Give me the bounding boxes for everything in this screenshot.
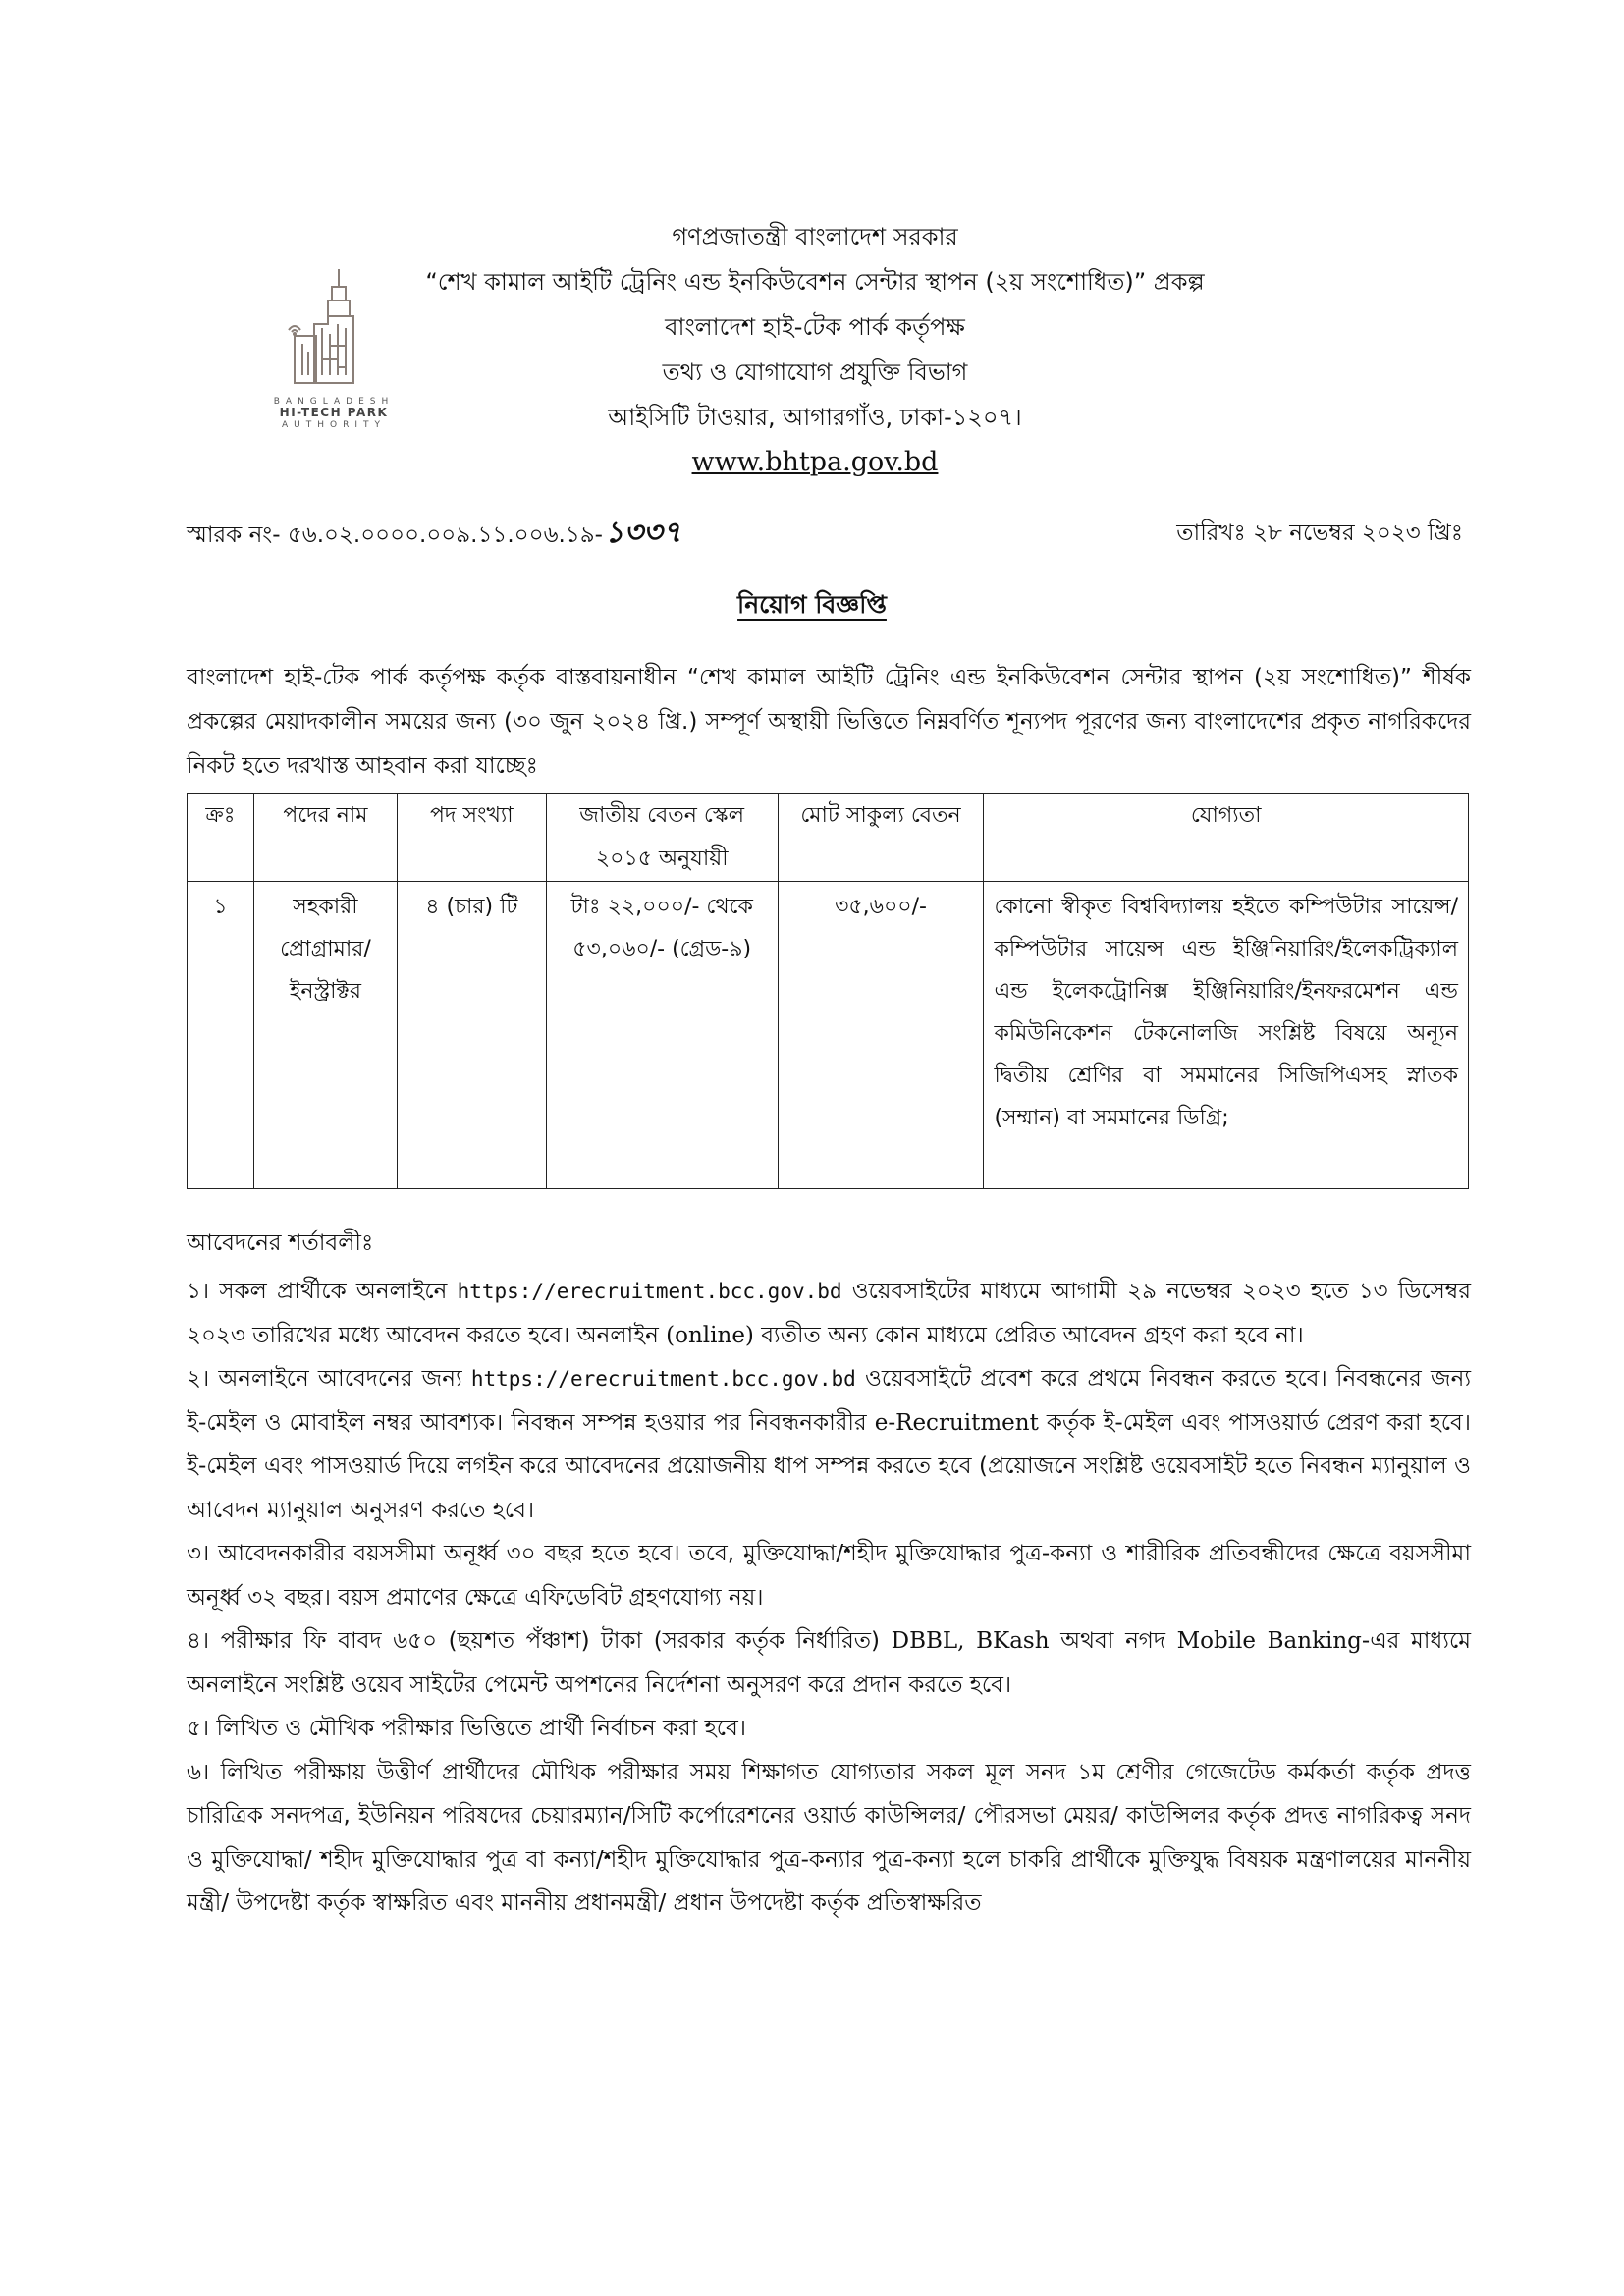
condition-4-b: অথবা নগদ xyxy=(1049,1628,1177,1654)
condition-4-a: ৪। পরীক্ষার ফি বাবদ ৬৫০ (ছয়শত পঁঞ্চাশ) টাকা (সরকার কর্তৃক নির্ধারিত) xyxy=(187,1628,892,1654)
col-pay-scale: জাতীয় বেতন স্কেল ২০১৫ অনুযায়ী xyxy=(546,794,778,882)
condition-3: ৩। আবেদনকারীর বয়সসীমা অনূর্ধ্ব ৩০ বছর হতে হবে। তবে, মুক্তিযোদ্ধা/শহীদ মুক্তিযোদ্ধার পুত্র-কন্যা ও শারীরিক প্রতিবন্ধীদের ক্ষেত্রে বয়সসীমা অনূর্ধ্ব ৩২ বছর। বয়স প্রমাণের ক্ষেত্রে এফিডেবিট গ্রহণযোগ্য নয়। xyxy=(187,1541,1471,1611)
condition-4-mobile-banking: Mobile Banking xyxy=(1176,1628,1362,1654)
condition-2 xyxy=(187,1357,1471,1532)
logo-line1: BANGLADESH xyxy=(273,397,395,407)
memo-number xyxy=(187,509,681,559)
header-government: গণপ্রজাতন্ত্রী বাংলাদেশ সরকার xyxy=(672,223,958,250)
header-website-link[interactable]: www.bhtpa.gov.bd xyxy=(691,447,939,477)
condition-1-url-link[interactable]: https://erecruitment.bcc.gov.bd xyxy=(457,1280,842,1303)
col-post-count: পদ সংখ্যা xyxy=(397,794,546,882)
memo-handwritten-number: ১৩৩৭ xyxy=(604,516,681,550)
condition-1 xyxy=(187,1270,1471,1357)
header-division: তথ্য ও যোগাযোগ প্রযুক্তি বিভাগ xyxy=(662,358,968,386)
conditions-list xyxy=(187,1270,1471,1926)
logo-line3: AUTHORITY xyxy=(282,420,386,431)
intro-paragraph: বাংলাদেশ হাই-টেক পার্ক কর্তৃপক্ষ কর্তৃক বাস্তবায়নাধীন “শেখ কামাল আইটি ট্রেনিং এন্ড ইনকিউবেশন সেন্টার স্থাপন (২য় সংশোধিত)” শীর্ষক প্রকল্পের মেয়াদকালীন সময়ের জন্য (৩০ জুন ২০২৪ খ্রি.) সম্পূর্ণ অস্থায়ী ভিত্তিতে নিম্নবর্ণিত শূন্যপদ পূরণের জন্য বাংলাদেশের প্রকৃত নাগরিকদের নিকট হতে দরখাস্ত আহবান করা যাচ্ছেঃ xyxy=(187,665,1471,779)
condition-2-a: ২। অনলাইনে আবেদনের জন্য xyxy=(187,1366,471,1392)
cell-total-salary: ৩৫,৬০০/- xyxy=(778,882,984,1189)
memo-label: স্মারক নং- xyxy=(187,522,281,548)
condition-4 xyxy=(187,1619,1471,1707)
cell-post-name: সহকারী প্রোগ্রামার/ ইনস্ট্রাক্টর xyxy=(253,882,397,1189)
condition-1-b: ওয়েবসাইটের মাধ্যমে আগামী ২৯ নভেম্বর ২০২৩ হতে ১৩ ডিসেম্বর ২০২৩ তারিখের মধ্যে আবেদন করতে হবে। অনলাইন xyxy=(187,1279,1471,1348)
hi-tech-park-building-icon xyxy=(285,265,383,393)
vacancy-table xyxy=(187,793,1469,1189)
header-project: “শেখ কামাল আইটি ট্রেনিং এন্ড ইনকিউবেশন সেন্টার স্থাপন (২য় সংশোধিত)” প্রকল্প xyxy=(425,268,1205,296)
condition-6: ৬। লিখিত পরীক্ষায় উত্তীর্ণ প্রার্থীদের মৌখিক পরীক্ষার সময় শিক্ষাগত যোগ্যতার সকল মূল সনদ ১ম শ্রেণীর গেজেটেড কর্মকর্তা কর্তৃক প্রদত্ত চারিত্রিক সনদপত্র, ইউনিয়ন পরিষদের চেয়ারম্যান/সিটি কর্পোরেশনের ওয়ার্ড কাউন্সিলর/ পৌরসভা মেয়র/ কাউন্সিলর কর্তৃক প্রদত্ত নাগরিকত্ব সনদ ও মুক্তিযোদ্ধা/ শহীদ মুক্তিযোদ্ধার পুত্র বা কন্যা/শহীদ মুক্তিযোদ্ধার পুত্র-কন্যার পুত্র-কন্যা হলে চাকরি প্রার্থীকে মুক্তিযুদ্ধ বিষয়ক মন্ত্রণালয়ের মাননীয় মন্ত্রী/ উপদেষ্টা কর্তৃক স্বাক্ষরিত এবং মাননীয় প্রধানমন্ত্রী/ প্রধান উপদেষ্টা কর্তৃক প্রতিস্বাক্ষরিত xyxy=(187,1759,1471,1916)
col-qualification: যোগ্যতা xyxy=(984,794,1469,882)
cell-serial: ১ xyxy=(188,882,254,1189)
conditions-heading: আবেদনের শর্তাবলীঃ xyxy=(187,1230,374,1256)
col-total-salary: মোট সাকুল্য বেতন xyxy=(778,794,984,882)
letterhead xyxy=(393,214,1237,485)
logo-line2: HI-TECH PARK xyxy=(279,406,389,420)
issue-date: তারিখঃ ২৮ নভেম্বর ২০২৩ খ্রিঃ xyxy=(1176,520,1463,546)
condition-1-online: (online) xyxy=(666,1322,754,1348)
condition-2-url-link[interactable]: https://erecruitment.bcc.gov.bd xyxy=(470,1367,856,1391)
table-header-row xyxy=(188,794,1469,882)
condition-2-c: কর্তৃক ই-মেইল এবং পাসওয়ার্ড প্রেরণ করা হবে। ই-মেইল এবং পাসওয়ার্ড দিয়ে লগইন করে আবেদনের প্রয়োজনীয় ধাপ সম্পন্ন করতে হবে (প্রয়োজনে সংশ্লিষ্ট ওয়েবসাইট হতে নিবন্ধন ম্যানুয়াল ও আবেদন ম্যানুয়াল অনুসরণ করতে হবে। xyxy=(187,1409,1471,1523)
cell-qualification: কোনো স্বীকৃত বিশ্ববিদ্যালয় হইতে কম্পিউটার সায়েন্স/কম্পিউটার সায়েন্স এন্ড ইঞ্জিনিয়ারিং/ইলেকট্রিক্যাল এন্ড ইলেকট্রোনিক্স ইঞ্জিনিয়ারিং/ইনফরমেশন এন্ড কমিউনিকেশন টেকনোলজি সংশ্লিষ্ট বিষয়ে অন্যূন দ্বিতীয় শ্রেণির বা সমমানের সিজিপিএসহ স্নাতক (সম্মান) বা সমমানের ডিগ্রি; xyxy=(984,882,1469,1189)
header-address: আইসিটি টাওয়ার, আগারগাঁও, ঢাকা-১২০৭। xyxy=(608,404,1022,431)
condition-4-banks: DBBL, BKash xyxy=(891,1628,1050,1654)
condition-2-erecruitment: e-Recruitment xyxy=(874,1409,1039,1436)
condition-1-c: ব্যতীত অন্য কোন মাধ্যমে প্রেরিত আবেদন গ্রহণ করা হবে না। xyxy=(753,1322,1304,1348)
notice-title-text: নিয়োগ বিজ্ঞপ্তি xyxy=(737,590,887,619)
condition-5: ৫। লিখিত ও মৌখিক পরীক্ষার ভিত্তিতে প্রার্থী নির্বাচন করা হবে। xyxy=(187,1716,747,1741)
col-post-name: পদের নাম xyxy=(253,794,397,882)
memo-number-value: ৫৬.০২.০০০০.০০৯.১১.০০৬.১৯- xyxy=(287,522,603,548)
header-authority: বাংলাদেশ হাই-টেক পার্ক কর্তৃপক্ষ xyxy=(665,313,965,341)
cell-pay-scale: টাঃ ২২,০০০/- থেকে ৫৩,০৬০/- (গ্রেড-৯) xyxy=(546,882,778,1189)
table-row xyxy=(188,882,1469,1189)
col-serial: ক্রঃ xyxy=(188,794,254,882)
notice-title xyxy=(0,585,1624,628)
condition-1-a: ১। সকল প্রার্থীকে অনলাইনে xyxy=(187,1279,458,1304)
condition-2-b: ওয়েবসাইটে প্রবেশ করে প্রথমে নিবন্ধন করতে হবে। নিবন্ধনের জন্য ই-মেইল ও মোবাইল নম্বর আবশ্যক। নিবন্ধন সম্পন্ন হওয়ার পর নিবন্ধনকারীর xyxy=(187,1366,1471,1436)
cell-post-count: ৪ (চার) টি xyxy=(397,882,546,1189)
condition-4-c: -এর মাধ্যমে অনলাইনে সংশ্লিষ্ট ওয়েব সাইটের পেমেন্ট অপশনের নির্দেশনা অনুসরণ করে প্রদান করতে হবে। xyxy=(187,1628,1471,1698)
